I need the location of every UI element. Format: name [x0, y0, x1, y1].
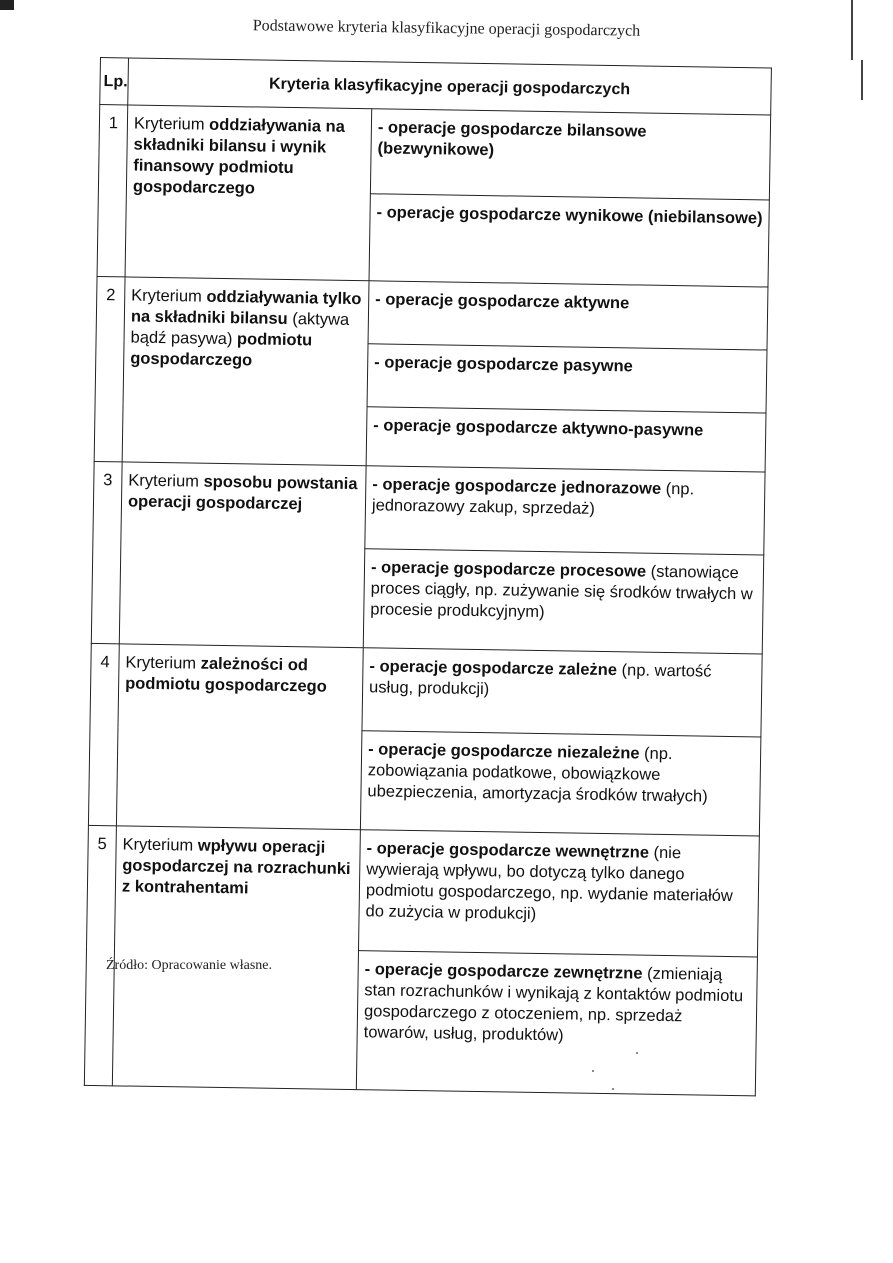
operation-name: - operacje gospodarcze pasywne	[374, 353, 633, 376]
lp-column-header: Lp.	[100, 58, 129, 105]
operation-cell	[360, 731, 761, 836]
criteria-table	[84, 57, 772, 1096]
operation-cell	[365, 466, 765, 555]
operation-cell	[368, 281, 768, 350]
operation-name: - operacje gospodarcze zewnętrzne	[364, 960, 643, 983]
criterion-cell	[125, 105, 372, 281]
row-number: 1	[97, 105, 128, 277]
operation-cell	[363, 549, 764, 654]
table-row	[98, 105, 770, 201]
table-row	[87, 825, 760, 957]
operation-name: - operacje gospodarcze procesowe	[370, 558, 647, 581]
criteria-column-header: Kryteria klasyfikacyjne operacji gospodarczych	[128, 58, 772, 115]
criterion-prefix: Kryterium	[128, 471, 204, 491]
operation-name: - operacje gospodarcze aktywno-pasywne	[373, 416, 704, 440]
criterion-prefix: Kryterium	[125, 653, 201, 673]
criterion-name: wpływu operacji gospodarczej na rozrachunki z kontrahentami	[121, 836, 351, 898]
criterion-cell	[119, 462, 366, 648]
criterion-name: oddziaływania tylko na składniki bilansu	[130, 287, 362, 328]
table-row	[90, 643, 762, 737]
operation-cell	[356, 951, 757, 1096]
table-row	[93, 461, 765, 555]
scan-speck	[636, 1052, 638, 1054]
operation-cell	[362, 648, 762, 737]
operation-note: (np. zobowiązania podatkowe, obowiązkowe ubezpieczenia, amortyzacja środków trwałych)	[367, 744, 708, 806]
criterion-name: sposobu powstania operacji gospodarczej	[127, 472, 358, 514]
source-note: Źródło: Opracowanie własne.	[106, 958, 272, 973]
criterion-name-cont: podmiotu gospodarczego	[130, 330, 313, 370]
scan-speck	[592, 1070, 594, 1072]
row-number: 4	[88, 643, 119, 825]
operation-note: (stanowiące proces ciągły, np. zużywanie się środków trwałych w procesie produkcyjnym)	[370, 562, 753, 622]
scan-speck	[612, 1088, 614, 1090]
criterion-prefix: Kryterium	[131, 286, 207, 306]
row-number: 3	[91, 461, 122, 643]
criterion-name: oddziaływania na składniki bilansu i wynik finansowy podmiotu gospodarczego	[132, 115, 345, 198]
operation-note: (np. jednorazowy zakup, sprzedaż)	[371, 479, 695, 518]
operation-cell	[358, 830, 759, 957]
criteria-sheet	[84, 57, 772, 1096]
criterion-note: (aktywa bądź pasywa)	[130, 310, 350, 349]
scan-corner-mark	[0, 0, 14, 10]
table-row	[96, 276, 768, 350]
operation-name: - operacje gospodarcze bilansowe (bezwynikowe)	[377, 118, 647, 160]
row-number: 5	[84, 825, 116, 1085]
row-number: 2	[94, 276, 125, 461]
operation-cell	[370, 109, 770, 200]
scan-edge-mark	[861, 60, 863, 100]
operation-cell	[366, 407, 766, 472]
criterion-name: zależności od podmiotu gospodarczego	[125, 654, 327, 696]
operation-name: - operacje gospodarcze aktywne	[375, 290, 630, 313]
operation-note: (nie wywierają wpływu, bo dotyczą tylko danego podmiotu gospodarczego, np. wydanie materiałów do zużycia w produkcji)	[365, 843, 733, 923]
operation-note: (np. wartość usług, produkcji)	[368, 661, 712, 699]
operation-note: (zmieniają stan rozrachunków i wynikają z kontaktów podmiotu gospodarczego z otoczeniem, np. sprzedaż towarów, usług, produktów)	[363, 964, 744, 1045]
table-body	[84, 105, 770, 1096]
criterion-prefix: Kryterium	[122, 835, 198, 855]
operation-name: - operacje gospodarcze zależne	[369, 657, 618, 680]
operation-cell	[367, 344, 767, 413]
criterion-cell	[116, 644, 363, 830]
operation-name: - operacje gospodarcze niezależne	[368, 740, 640, 763]
operation-cell	[369, 194, 769, 287]
criterion-prefix: Kryterium	[133, 114, 210, 134]
criterion-cell	[122, 277, 369, 466]
page-title: Podstawowe kryteria klasyfikacyjne operacji gospodarczych	[252, 17, 641, 40]
operation-name: - operacje gospodarcze wynikowe (niebilansowe)	[376, 203, 763, 228]
operation-name: - operacje gospodarcze wewnętrzne	[366, 839, 650, 862]
operation-name: - operacje gospodarcze jednorazowe	[372, 475, 662, 498]
